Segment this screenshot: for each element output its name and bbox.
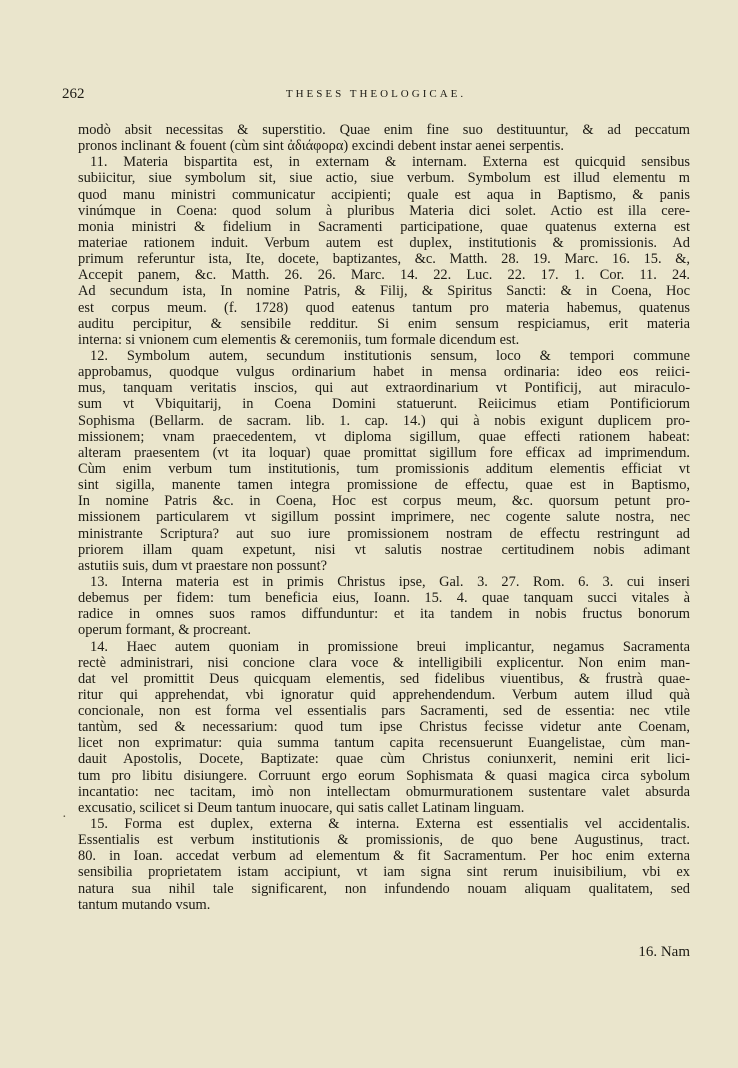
text-line: vinúmque in Coena: quod solum à pluribus Materia dici solet. Actio est illa cere- xyxy=(78,202,690,219)
text-line: excusatio, scilicet si Deum tantum inuocare, qui satis callet Latinam linguam. xyxy=(78,799,525,816)
text-line: mus, tanquam veritatis inscios, qui aut extraordinarium vt Pontificij, aut miraculo- xyxy=(78,380,690,397)
text-line: licet non exprimatur: quia summa tantum capita recensuerunt Euangelistae, cùm man- xyxy=(78,735,690,752)
text-line: Essentialis est verbum institutionis & promissionis, de quo bene Augustinus, tract. xyxy=(78,832,690,849)
paragraph xyxy=(78,348,690,574)
text-line: 80. in Ioan. accedat verbum ad elementum & fit Sacramentum. Per hoc enim externa xyxy=(78,848,690,865)
text-line: Sophisma (Bellarm. de sacram. lib. 1. cap. 14.) qui à nobis exigunt duplicem pro- xyxy=(78,412,690,429)
paragraph xyxy=(78,816,690,913)
text-line: sensibilia proprietatem istam accipiunt, vt iam signa sint rerum inuisibilium, vbi ex xyxy=(78,864,690,881)
running-title: THESES THEOLOGICAE. xyxy=(285,88,467,100)
page-header xyxy=(62,86,690,108)
text-line: auditu percipitur, & sensibile redditur. Si enim sensum respiciamus, erit materia xyxy=(78,315,690,332)
text-line: Accepit panem, &c. Matth. 26. 26. Marc. 14. 22. Luc. 22. 17. 1. Cor. 11. 24. xyxy=(78,267,690,284)
text-line: In nomine Patris &c. in Coena, Hoc est corpus meum, &c. quorsum petunt pro- xyxy=(78,493,690,510)
text-line: subiicitur, siue symbolum sit, siue actio, siue verbum. Symbolum est illud elementu m xyxy=(78,170,690,187)
text-line: 12. Symbolum autem, secundum institutionis sensum, loco & tempori commune xyxy=(90,347,690,364)
text-line: ritur qui apprehendat, vbi ignoratur quid apprehendendum. Verbum autem illud quà xyxy=(78,686,690,703)
text-line: primum referuntur ista, Ite, docete, baptizantes, &c. Matth. 28. 19. Marc. 16. 15. &, xyxy=(78,251,690,268)
text-line: incantatio: nec tacitam, imò non intellectam obmurmurationem sustentare valet absurda xyxy=(78,783,690,800)
text-line: alteram praesentem (vt ita loquar) quae promittat sigillum fore efficax ad imprimendum. xyxy=(78,444,690,461)
paragraph xyxy=(78,639,690,817)
text-line: astutiis suis, dum vt praestare non possunt? xyxy=(78,557,328,574)
text-line: 15. Forma est duplex, externa & interna. Externa est essentialis vel accidentalis. xyxy=(90,816,690,833)
text-line: 14. Haec autem quoniam in promissione breui implicantur, negamus Sacramenta xyxy=(90,638,690,655)
text-line: tantum mutando vsum. xyxy=(78,896,211,913)
text-line: materiae rationem induit. Verbum autem est duplex, institutionis & promissionis. Ad xyxy=(78,234,690,251)
text-line: debemus per fidem: tum beneficia eius, Ioann. 15. 4. quae tanquam succi vitales à xyxy=(78,590,690,607)
text-line: modò absit necessitas & superstitio. Quae enim fine suo destituuntur, & ad peccatum xyxy=(78,122,690,138)
text-line: ministrante Scriptura? aut suo iure promissionem nostram de effectu restringunt ad xyxy=(78,525,690,542)
text-line: missionem; vnam praecedentem, vt diploma sigillum, quae effecti rationem habeat: xyxy=(78,428,690,445)
body-text xyxy=(78,122,690,913)
text-line: interna: si vnionem cum elementis & ceremoniis, tum formale dicendum est. xyxy=(78,331,520,348)
text-line: est corpus meum. (f. 1728) quod eatenus tantum pro materia habemus, quatenus xyxy=(78,299,690,316)
paragraph xyxy=(78,122,690,154)
text-line: approbamus, quodque vulgus ordinarium habet in mensa ordinaria: ideo eos reiici- xyxy=(78,364,690,381)
text-line: operum formant, & procreant. xyxy=(78,622,252,639)
paragraph xyxy=(78,154,690,348)
text-line: dat vel promittit Deus quicquam elementis, sed fidelibus viuentibus, & frustrà quae- xyxy=(78,670,690,687)
catchword: 16. Nam xyxy=(638,944,690,960)
paragraph xyxy=(78,574,690,639)
text-line: Cùm enim verbum tum institutionis, tum promissionis additum elementis efficiat vt xyxy=(78,460,690,477)
text-line: concionale, non est forma vel essentialis pars Sacramenti, sed de essentia: nec vtile xyxy=(78,703,690,720)
text-line: Ad secundum ista, In nomine Patris, & Filij, & Spiritus Sancti: & in Coena, Hoc xyxy=(78,283,690,300)
text-line: rectè administrari, nisi concione clara voce & intelligibili explicentur. Non enim man- xyxy=(78,654,690,671)
text-line: priorem illam quam expetunt, nisi vt salutis nostrae certitudinem nobis adimant xyxy=(78,541,690,558)
text-line: sum vt Vbiquitarij, in Coena Domini statuerunt. Reiicimus etiam Pontificiorum xyxy=(78,396,690,413)
page-number: 262 xyxy=(62,86,85,102)
text-line: radice in omnes suos ramos diffunduntur: et ita tandem in nobis fructus bonorum xyxy=(78,606,690,623)
text-line: 13. Interna materia est in primis Christus ipse, Gal. 3. 27. Rom. 6. 3. cui inseri xyxy=(90,573,690,590)
text-line: natura sua nihil tale significarent, non infundendo nouam aliquam qualitatem, sed xyxy=(78,880,690,897)
text-line: tum pro libitu disiungere. Corruunt ergo eorum Sophismata & quasi magica circa sybolum xyxy=(78,767,690,784)
text-line: 11. Materia bispartita est, in externam & internam. Externa est quicquid sensibus xyxy=(90,154,690,171)
text-line: dauit Apostolis, Docete, Baptizate: quae cùm Christus coniunxerit, nemini erit lici- xyxy=(78,751,690,768)
text-line: missionem particularem vt sigillum possint imprimere, nec cogente salute nostra, nec xyxy=(78,509,690,526)
margin-mark: · xyxy=(62,810,67,825)
text-line: quod manu ministri communicatur accipienti; quale est aqua in Baptismo, & panis xyxy=(78,186,690,203)
text-line: sint sigilla, manente tamen integra promissione de effectu, quae est in Baptismo, xyxy=(78,477,690,494)
text-line: monia ministri & fidelium in Sacramenti participatione, quae quatenus externa est xyxy=(78,218,690,235)
text-line: tantùm, sed & necessarium: quod tum ipse Christus fecisse videtur ante Coenam, xyxy=(78,719,690,736)
text-line: pronos inclinant & fouent (cùm sint ἀδιάφορα) excindi debent instar aenei serpentis. xyxy=(78,138,564,155)
